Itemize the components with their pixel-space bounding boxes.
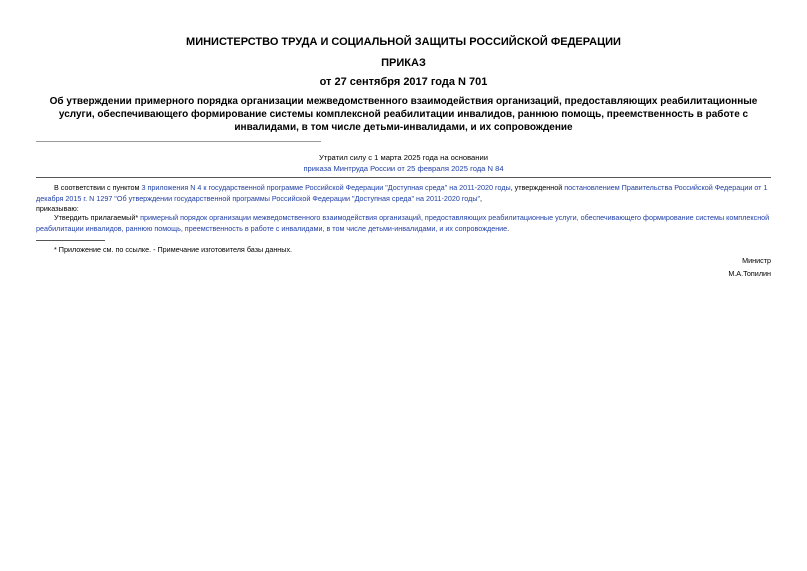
divider-top	[36, 141, 321, 142]
paragraph-order: приказываю:	[36, 204, 79, 213]
text: .	[507, 224, 510, 233]
text: ,	[480, 194, 483, 203]
signature-position: Министр	[742, 256, 771, 265]
lost-force-note: Утратил силу с 1 марта 2025 года на основании	[319, 153, 488, 162]
paragraph-basis	[36, 182, 771, 204]
procedure-link[interactable]: примерный порядок организации межведомственного взаимодействия организаций, предоставляющих реабилитационные услуги, обеспечивающего формирование системы комплексной реабилитации инвалидов, раннюю помощь, преемственность в работе с инвалидами, в том числе детьми-инвалидами, и их сопровождение	[36, 213, 770, 233]
signature-name: М.А.Топилин	[728, 269, 771, 278]
paragraph-approve	[36, 212, 771, 234]
document-type: ПРИКАЗ	[381, 57, 426, 69]
document-date-number: от 27 сентября 2017 года N 701	[319, 76, 488, 88]
divider-middle	[36, 177, 771, 178]
program-link[interactable]: 3 приложения N 4 к государственной программе Российской Федерации "Доступная среда" на 2011-2020 годы	[141, 183, 511, 192]
document-title: Об утверждении примерного порядка организации межведомственного взаимодействия организаций, предоставляющих реабилитационные услуги, обеспечивающего формирование системы комплексной реабилитации инвалидов, раннюю помощь, преемственность в работе с инвалидами, в том числе детьми-инвалидами, и их сопровождение	[49, 96, 758, 133]
footnote: * Приложение см. по ссылке. - Примечание изготовителя базы данных.	[54, 245, 293, 254]
footnote-divider	[36, 240, 105, 241]
text: В соответствии с пунктом	[54, 183, 142, 192]
ministry-heading: МИНИСТЕРСТВО ТРУДА И СОЦИАЛЬНОЙ ЗАЩИТЫ РОССИЙСКОЙ ФЕДЕРАЦИИ	[186, 36, 621, 48]
resolution-link[interactable]: постановлением Правительства Российской Федерации от 1 декабря 2015 г. N 1297 "Об утверждении государственной программы Российской Федерации "Доступная среда" на 2011-2020 годы"	[36, 183, 768, 203]
lost-force-link[interactable]: приказа Минтруда России от 25 февраля 2025 года N 84	[303, 164, 504, 173]
text: , утвержденной	[510, 183, 565, 192]
text: Утвердить прилагаемый*	[54, 213, 141, 222]
